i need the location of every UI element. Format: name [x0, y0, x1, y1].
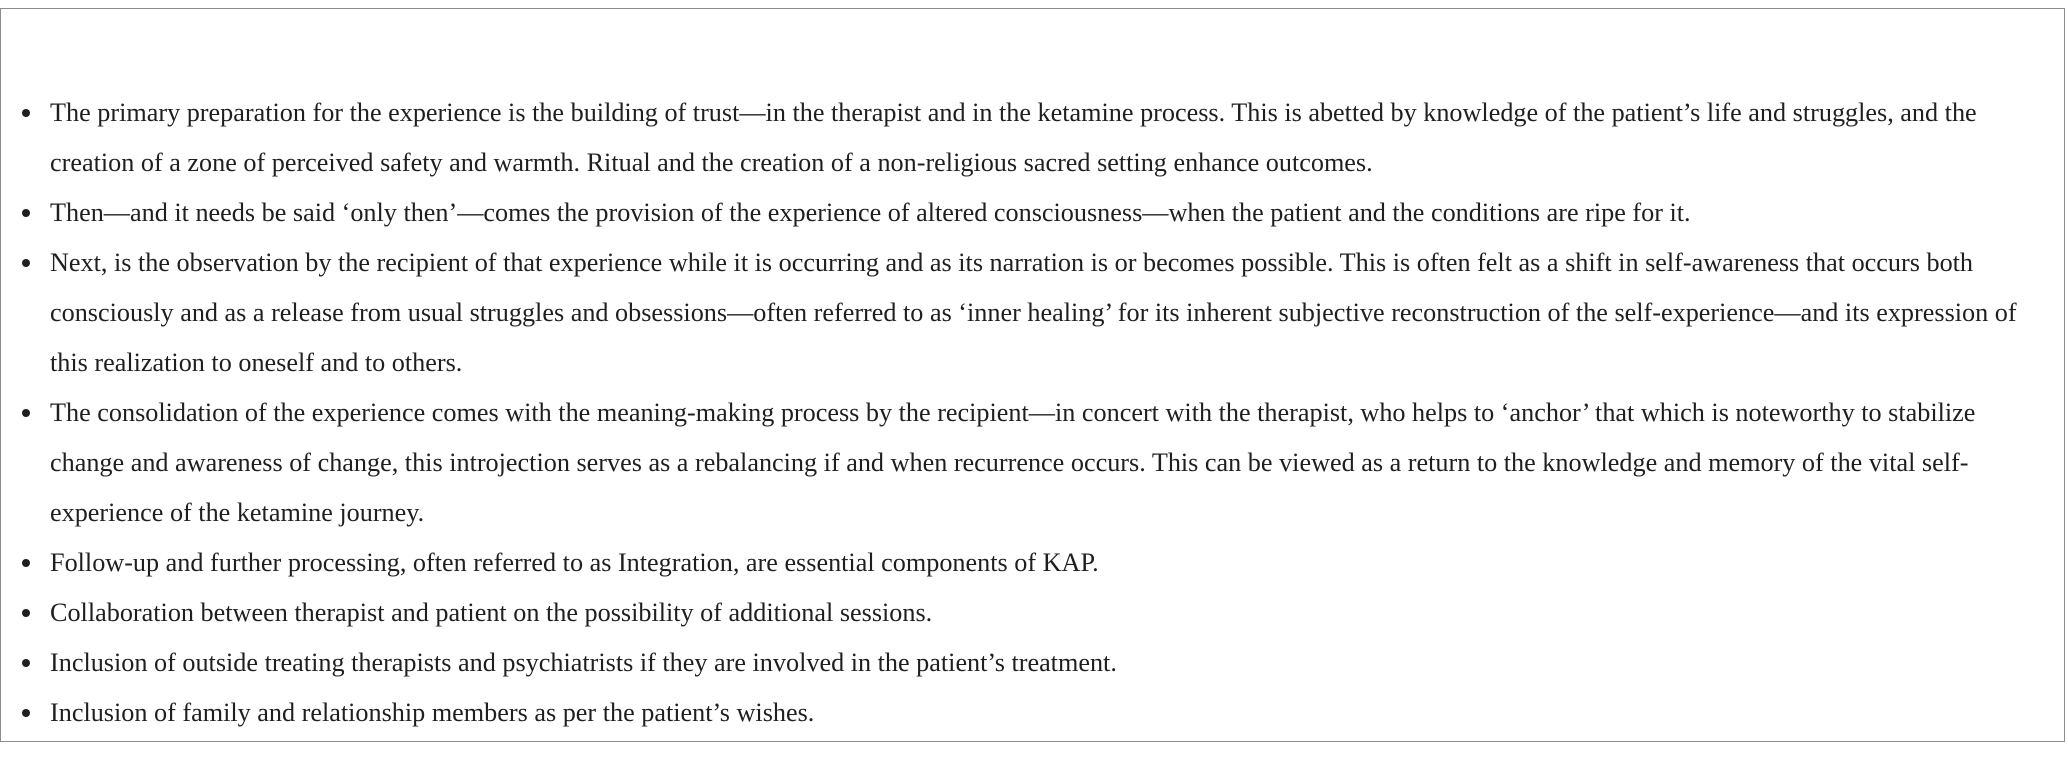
list-item-text: Then—and it needs be said ‘only then’—comes the provision of the experience of altered consciousness—when the patient and the conditions are ripe for it.	[50, 198, 1691, 227]
list-item	[50, 688, 2040, 738]
list-item-text: Follow-up and further processing, often referred to as Integration, are essential components of KAP.	[50, 548, 1099, 577]
bullet-icon	[22, 709, 30, 717]
bullet-icon	[22, 109, 30, 117]
bullet-icon	[22, 609, 30, 617]
list-item	[50, 388, 2040, 538]
bullet-icon	[22, 409, 30, 417]
list-item-text: Inclusion of outside treating therapists and psychiatrists if they are involved in the patient’s treatment.	[50, 648, 1117, 677]
bullet-icon	[22, 259, 30, 267]
list-item	[50, 538, 2040, 588]
list-item	[50, 588, 2040, 638]
list-item	[50, 188, 2040, 238]
list-item	[50, 238, 2040, 388]
bullet-list	[0, 88, 2040, 738]
list-item	[50, 638, 2040, 688]
list-item-text: Collaboration between therapist and patient on the possibility of additional sessions.	[50, 598, 933, 627]
bullet-icon	[22, 209, 30, 217]
list-item-text: The primary preparation for the experience is the building of trust—in the therapist and in the ketamine process. This is abetted by knowledge of the patient’s life and struggles, and the creation of a zone of perceived safety and warmth. Ritual and the creation of a non-religious sacred setting enhance outcomes.	[50, 98, 1977, 177]
list-item-text: Next, is the observation by the recipient of that experience while it is occurring and as its narration is or becomes possible. This is often felt as a shift in self-awareness that occurs both consciously and as a release from usual struggles and obsessions—often referred to as ‘inner healing’ for its inherent subjective reconstruction of the self-experience—and its expression of this realization to oneself and to others.	[50, 248, 2017, 377]
list-item	[50, 88, 2040, 188]
list-item-text: Inclusion of family and relationship members as per the patient’s wishes.	[50, 698, 815, 727]
bullet-icon	[22, 559, 30, 567]
list-item-text: The consolidation of the experience comes with the meaning-making process by the recipient—in concert with the therapist, who helps to ‘anchor’ that which is noteworthy to stabilize change and awareness of change, this introjection serves as a rebalancing if and when recurrence occurs. This can be viewed as a return to the knowledge and memory of the vital self-experience of the ketamine journey.	[50, 398, 1976, 527]
bullet-icon	[22, 659, 30, 667]
